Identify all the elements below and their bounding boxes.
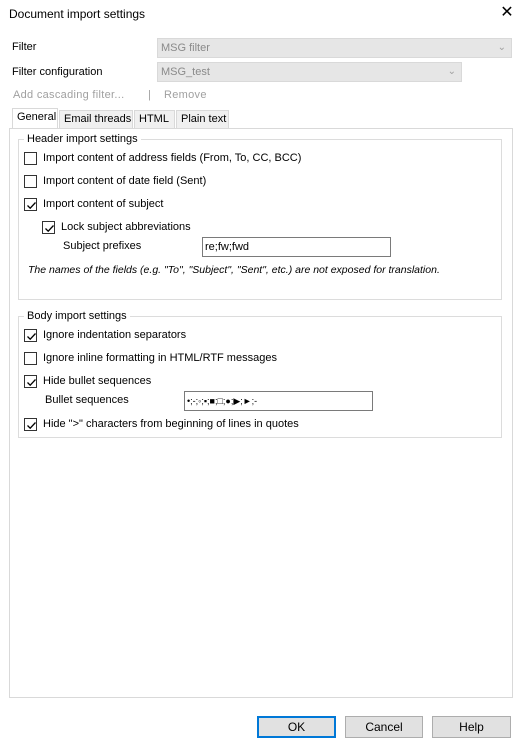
- bullet-sequences-value: •;-;◦;▪;■;□;●;▶;►;-: [187, 396, 258, 406]
- subject-prefixes-value: re;fw;fwd: [205, 241, 250, 253]
- tab-email-threads-label: Email threads: [64, 113, 132, 125]
- subject-prefixes-label: Subject prefixes: [63, 240, 142, 252]
- ok-button[interactable]: OK: [257, 716, 336, 738]
- hide-bullets-label: Hide bullet sequences: [43, 375, 152, 387]
- date-field-label: Import content of date field (Sent): [43, 175, 207, 187]
- address-fields-label: Import content of address fields (From, To, CC, BCC): [43, 152, 302, 164]
- tab-html-label: HTML: [139, 113, 169, 125]
- remove-link[interactable]: Remove: [164, 89, 207, 101]
- action-separator: |: [148, 89, 152, 101]
- filter-select[interactable]: [157, 38, 512, 58]
- filter-config-select[interactable]: [157, 62, 462, 82]
- tab-general-label: General: [17, 111, 57, 123]
- filter-label: Filter: [12, 41, 37, 53]
- tab-plain-text-label: Plain text: [181, 113, 227, 125]
- hide-quotes-checkbox[interactable]: [24, 418, 37, 431]
- hide-quotes-label: Hide ">" characters from beginning of lines in quotes: [43, 418, 299, 430]
- close-icon[interactable]: ✕: [500, 4, 514, 21]
- chevron-down-icon: ⌄: [497, 42, 506, 53]
- checkmark-icon: [26, 420, 37, 431]
- bullet-sequences-label: Bullet sequences: [45, 394, 129, 406]
- hide-bullets-checkbox[interactable]: [24, 375, 37, 388]
- tab-html[interactable]: [134, 110, 175, 128]
- add-cascading-filter-link[interactable]: Add cascading filter...: [13, 89, 125, 101]
- window-title: Document import settings: [9, 7, 146, 21]
- address-fields-checkbox[interactable]: [24, 152, 37, 165]
- subject-checkbox[interactable]: [24, 198, 37, 211]
- checkmark-icon: [26, 200, 37, 211]
- checkmark-icon: [26, 331, 37, 342]
- body-import-group-title: Body import settings: [24, 310, 130, 322]
- ignore-indentation-label: Ignore indentation separators: [43, 329, 187, 341]
- header-import-group-title: Header import settings: [24, 133, 141, 145]
- tab-general[interactable]: [12, 108, 58, 128]
- subject-prefixes-input[interactable]: [202, 237, 391, 257]
- checkmark-icon: [26, 377, 37, 388]
- ignore-inline-formatting-label: Ignore inline formatting in HTML/RTF messages: [43, 352, 277, 364]
- ignore-indentation-checkbox[interactable]: [24, 329, 37, 342]
- filter-select-value: MSG filter: [161, 42, 210, 54]
- lock-abbreviations-checkbox[interactable]: [42, 221, 55, 234]
- checkmark-icon: [44, 223, 55, 234]
- cancel-button[interactable]: Cancel: [345, 716, 423, 738]
- lock-abbreviations-label: Lock subject abbreviations: [61, 221, 191, 233]
- bullet-sequences-input[interactable]: [184, 391, 373, 411]
- help-button[interactable]: Help: [432, 716, 511, 738]
- ignore-inline-formatting-checkbox[interactable]: [24, 352, 37, 365]
- filter-config-label: Filter configuration: [12, 66, 103, 78]
- tab-plain-text[interactable]: [176, 110, 229, 128]
- filter-config-select-value: MSG_test: [161, 66, 210, 78]
- chevron-down-icon: ⌄: [447, 66, 456, 77]
- subject-label: Import content of subject: [43, 198, 164, 210]
- date-field-checkbox[interactable]: [24, 175, 37, 188]
- tab-email-threads[interactable]: [59, 110, 133, 128]
- translation-note: The names of the fields (e.g. "To", "Subject", "Sent", etc.) are not exposed for translation.: [28, 264, 440, 276]
